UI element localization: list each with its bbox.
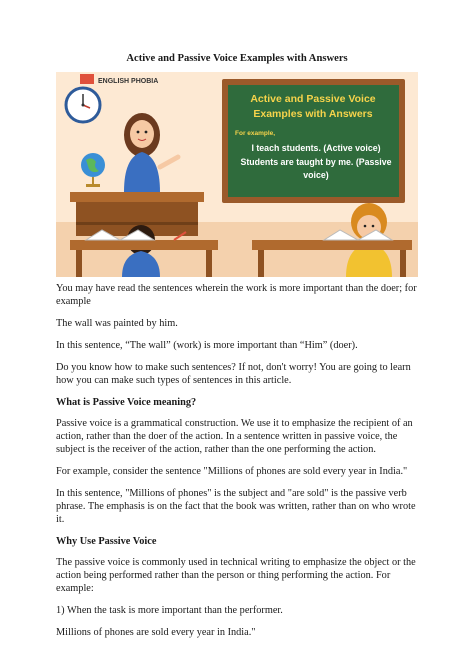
paragraph: Do you know how to make such sentences? If not, don't worry! You are going to learn how you can make such types of sentences in this article. <box>56 362 411 386</box>
board-line1: I teach students. (Active voice) <box>251 143 381 153</box>
classroom-illustration <box>56 72 418 277</box>
section-heading: What is Passive Voice meaning? <box>56 397 197 408</box>
paragraph: In this sentence, “The wall” (work) is more important than “Him” (doer). <box>56 340 358 351</box>
board-title-line2: Examples with Answers <box>253 108 373 120</box>
section-heading: Why Use Passive Voice <box>56 536 157 547</box>
paragraph: In this sentence, "Millions of phones" is the subject and "are sold" is the passive verb phrase. The emphasis is on the fact that the book was written, rather than on who wrote it. <box>56 488 416 525</box>
paragraph: Passive voice is a grammatical construction. We use it to emphasize the recipient of an action, rather than the doer of the action. In a sentence written in passive voice, the subject is the receiver of the action, rather than the one performing the action. <box>56 418 413 455</box>
chalkboard <box>222 79 405 203</box>
brand-name: ENGLISH PHOBIA <box>98 78 159 85</box>
hero-illustration <box>56 72 418 277</box>
paragraph: Millions of phones are sold every year in India." <box>56 627 256 638</box>
paragraph: 1) When the task is more important than the performer. <box>56 605 283 616</box>
brand-logo-icon <box>80 74 94 84</box>
paragraph: The passive voice is commonly used in technical writing to emphasize the object or the action being performed rather than the person or thing performing the action. For example: <box>56 557 416 594</box>
paragraph: For example, consider the sentence "Millions of phones are sold every year in India." <box>56 466 408 477</box>
article-body <box>56 282 419 648</box>
wall-clock-icon <box>66 88 100 122</box>
board-title-line1: Active and Passive Voice <box>250 93 376 105</box>
paragraph: You may have read the sentences wherein the work is more important than the doer; for example <box>56 283 417 307</box>
board-line2b: voice) <box>303 170 329 180</box>
board-line2a: Students are taught by me. (Passive <box>240 157 392 167</box>
paragraph: The wall was painted by him. <box>56 318 178 329</box>
board-label: For example, <box>235 130 276 137</box>
page-title: Active and Passive Voice Examples with Answers <box>126 53 348 64</box>
